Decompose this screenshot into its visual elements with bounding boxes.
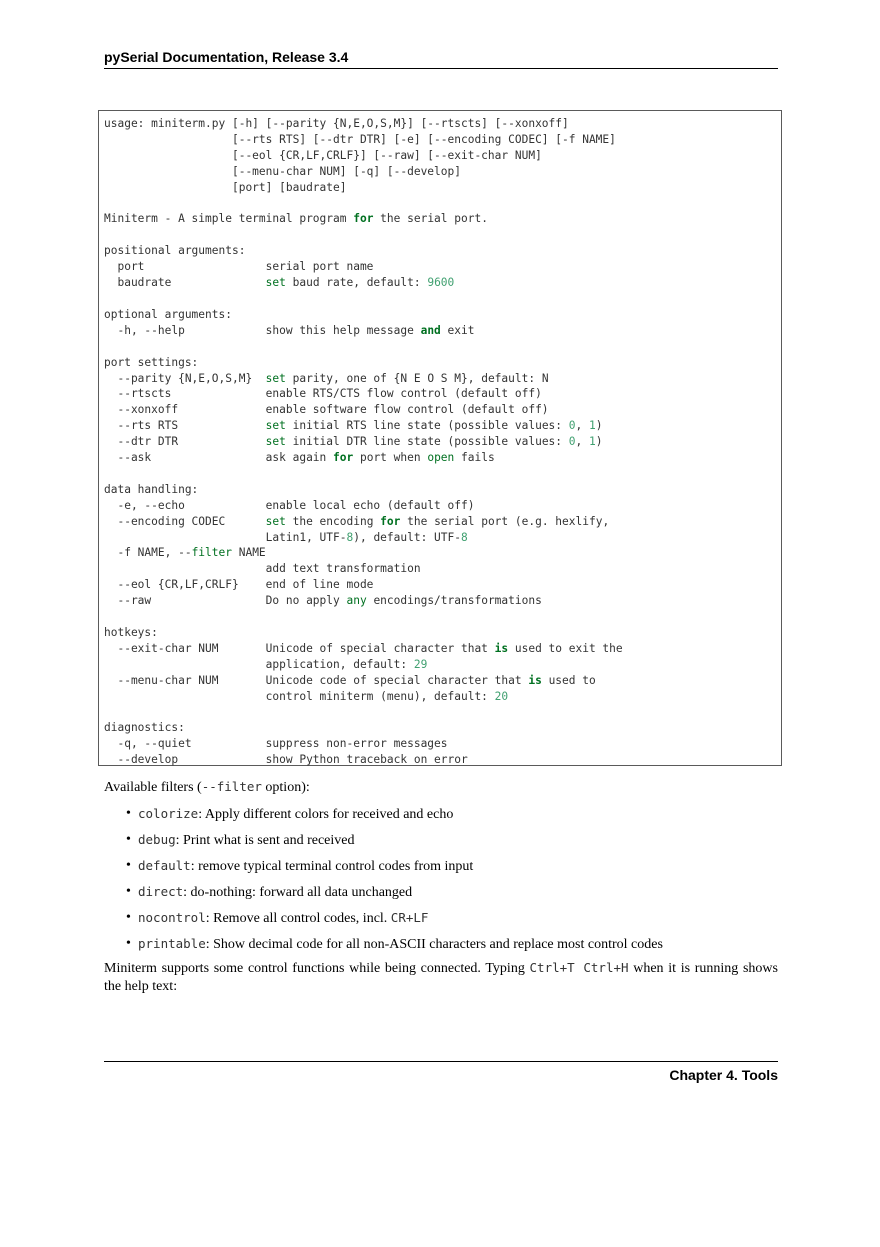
code-line (104, 244, 245, 257)
code-line (104, 642, 623, 655)
code-token: , (575, 419, 589, 433)
code-line (104, 658, 427, 671)
code-token: 1 (589, 419, 596, 433)
code-token: encodings/transformations (366, 594, 542, 608)
code-line (104, 165, 461, 178)
code-token: --xonxoff enable software flow control (default off) (104, 403, 549, 417)
code-token: data handling: (104, 482, 199, 496)
hotkey-code: Ctrl+T Ctrl+H (529, 960, 629, 975)
filter-description: : Remove all control codes, incl. (205, 911, 391, 926)
code-token: baud rate, default: (285, 276, 428, 290)
code-token: optional arguments: (104, 307, 232, 321)
code-line (104, 737, 448, 750)
code-line (104, 451, 495, 464)
code-token: the serial port. (373, 212, 488, 226)
code-token: baudrate (104, 276, 266, 290)
code-line (104, 753, 468, 766)
code-block (98, 110, 782, 766)
filter-description: : Show decimal code for all non-ASCII characters and replace most control codes (205, 937, 663, 952)
code-token: -q, --quiet suppress non-error messages (104, 737, 448, 751)
code-token: positional arguments: (104, 244, 246, 258)
code-token: set (265, 276, 286, 290)
code-token: --develop show Python traceback on error (104, 753, 468, 767)
filter-description: : remove typical terminal control codes from input (190, 859, 474, 874)
code-token: parity, one of {N E O S M}, default: N (285, 371, 549, 385)
code-line (104, 324, 474, 337)
code-line (104, 149, 542, 162)
code-token: fails (454, 451, 495, 465)
code-token: set (265, 514, 286, 528)
code-token: -f NAME, -- (104, 546, 192, 560)
code-line (104, 531, 468, 544)
page-footer (104, 1061, 778, 1084)
filter-item (104, 831, 778, 857)
filter-item (104, 883, 778, 909)
code-line (104, 626, 158, 639)
filter-item (104, 935, 778, 961)
code-token: usage: miniterm.py [-h] [--parity {N,E,O,S,M}] [--rtscts] [--xonxoff] (104, 117, 569, 130)
bullet-icon: • (126, 884, 131, 899)
code-token: --parity {N,E,O,S,M} (104, 371, 266, 385)
code-token: [--menu-char NUM] [-q] [--develop] (104, 164, 461, 178)
code-token: , (575, 435, 589, 449)
code-token: Miniterm - A simple terminal program (104, 212, 354, 226)
code-token: filter (191, 546, 232, 560)
code-line (104, 181, 346, 194)
code-token: exit (440, 323, 475, 337)
filter-name: colorize (138, 806, 199, 821)
filter-item (104, 909, 778, 935)
filter-name: debug (138, 832, 176, 847)
code-token: open (427, 451, 455, 465)
code-token: the serial port (e.g. hexlify, (400, 514, 610, 528)
code-token: 8 (346, 530, 354, 544)
code-token: -e, --echo enable local echo (default off) (104, 498, 475, 512)
filters-intro (104, 778, 778, 797)
code-line (104, 308, 232, 321)
code-line (104, 260, 373, 273)
filter-description: : do-nothing: forward all data unchanged (183, 885, 413, 900)
code-token: [--eol {CR,LF,CRLF}] [--raw] [--exit-char NUM] (104, 148, 542, 162)
code-line (104, 499, 474, 512)
bullet-icon: • (126, 806, 131, 821)
filter-description: : Apply different colors for received and echo (198, 807, 454, 822)
code-token: application, default: (104, 657, 414, 671)
code-token: set (265, 435, 286, 449)
code-token: set (265, 371, 286, 385)
code-token: [--rts RTS] [--dtr DTR] [-e] [--encoding CODEC] [-f NAME] (104, 132, 616, 146)
code-line (104, 387, 542, 400)
code-line (104, 721, 185, 734)
code-token: hotkeys: (104, 626, 158, 639)
code-token: ) (595, 419, 603, 433)
filters-intro-text-end: option): (261, 780, 310, 795)
code-line (104, 594, 542, 607)
closing-paragraph (104, 959, 778, 996)
code-line (104, 546, 266, 559)
filter-item (104, 857, 778, 883)
code-token: initial DTR line state (possible values: (285, 435, 569, 449)
code-line (104, 403, 549, 416)
code-token: --dtr DTR (104, 435, 266, 449)
code-line (104, 690, 508, 703)
code-token: --raw Do no apply (104, 594, 347, 608)
code-token: is (494, 641, 509, 655)
code-token: --encoding CODEC (104, 514, 266, 528)
code-token: 1 (589, 435, 596, 449)
code-line (104, 276, 454, 289)
code-token: --rtscts enable RTS/CTS flow control (default off) (104, 387, 542, 401)
filter-description: : Print what is sent and received (175, 833, 355, 848)
page-header (104, 48, 778, 69)
filter-extra-code: CR+LF (390, 910, 429, 925)
code-token: for (353, 212, 374, 226)
code-token: 8 (461, 530, 468, 544)
filter-list (104, 805, 778, 961)
code-token: and (420, 323, 441, 337)
header-title: pySerial Documentation, Release 3.4 (104, 49, 349, 65)
code-line (104, 435, 603, 448)
code-token: control miniterm (menu), default: (104, 689, 495, 703)
code-line (104, 578, 373, 591)
code-token: used to exit the (508, 641, 623, 655)
code-token: for (333, 451, 354, 465)
code-token: --rts RTS (104, 419, 266, 433)
code-token: is (528, 673, 542, 687)
usage-output (104, 116, 623, 768)
code-token: --ask ask again (104, 451, 334, 465)
filter-name: default (138, 858, 191, 873)
code-line (104, 372, 549, 385)
code-token: 9600 (427, 276, 455, 290)
closing-text: Miniterm supports some control functions while being connected. Typing (104, 961, 530, 976)
code-token: --exit-char NUM Unicode of special character that (104, 641, 495, 655)
code-token: 20 (494, 689, 509, 703)
filter-item (104, 805, 778, 831)
code-line (104, 562, 421, 575)
code-token: 0 (568, 435, 576, 449)
code-token: for (380, 514, 401, 528)
code-token: initial RTS line state (possible values: (285, 419, 569, 433)
code-line (104, 212, 488, 225)
code-token: ), default: UTF- (353, 530, 462, 544)
code-token: the encoding (285, 514, 381, 528)
code-token: set (265, 419, 286, 433)
filter-name: nocontrol (138, 910, 206, 925)
code-line (104, 483, 198, 496)
filter-option-code: --filter (201, 779, 262, 794)
code-line (104, 117, 569, 130)
code-token: --menu-char NUM Unicode code of special character that (104, 673, 529, 687)
code-token: NAME (231, 546, 266, 560)
code-line (104, 674, 596, 687)
filters-intro-text: Available filters ( (104, 780, 202, 795)
footer-chapter: Chapter 4. Tools (669, 1067, 778, 1083)
bullet-icon: • (126, 832, 131, 847)
code-token: [port] [baudrate] (104, 180, 347, 194)
bullet-icon: • (126, 936, 131, 951)
code-token: port settings: (104, 355, 199, 369)
code-token: Latin1, UTF- (104, 530, 347, 544)
code-token: --eol {CR,LF,CRLF} end of line mode (104, 578, 374, 592)
bullet-icon: • (126, 858, 131, 873)
code-token: port serial port name (104, 260, 374, 274)
code-line (104, 133, 616, 146)
code-line (104, 419, 603, 432)
code-token: -h, --help show this help message (104, 323, 421, 337)
code-token: any (346, 594, 367, 608)
code-token: ) (595, 435, 603, 449)
code-line (104, 515, 609, 528)
code-token: 29 (413, 657, 428, 671)
code-token: 0 (568, 419, 576, 433)
code-line (104, 356, 198, 369)
code-token: used to (541, 673, 596, 687)
filter-name: printable (138, 936, 206, 951)
code-token: port when (353, 451, 428, 465)
closing-text-end: when it is running shows the help text: (104, 961, 778, 994)
bullet-icon: • (126, 910, 131, 925)
code-token: diagnostics: (104, 721, 185, 735)
code-token: add text transformation (104, 562, 421, 576)
filter-name: direct (138, 884, 184, 899)
